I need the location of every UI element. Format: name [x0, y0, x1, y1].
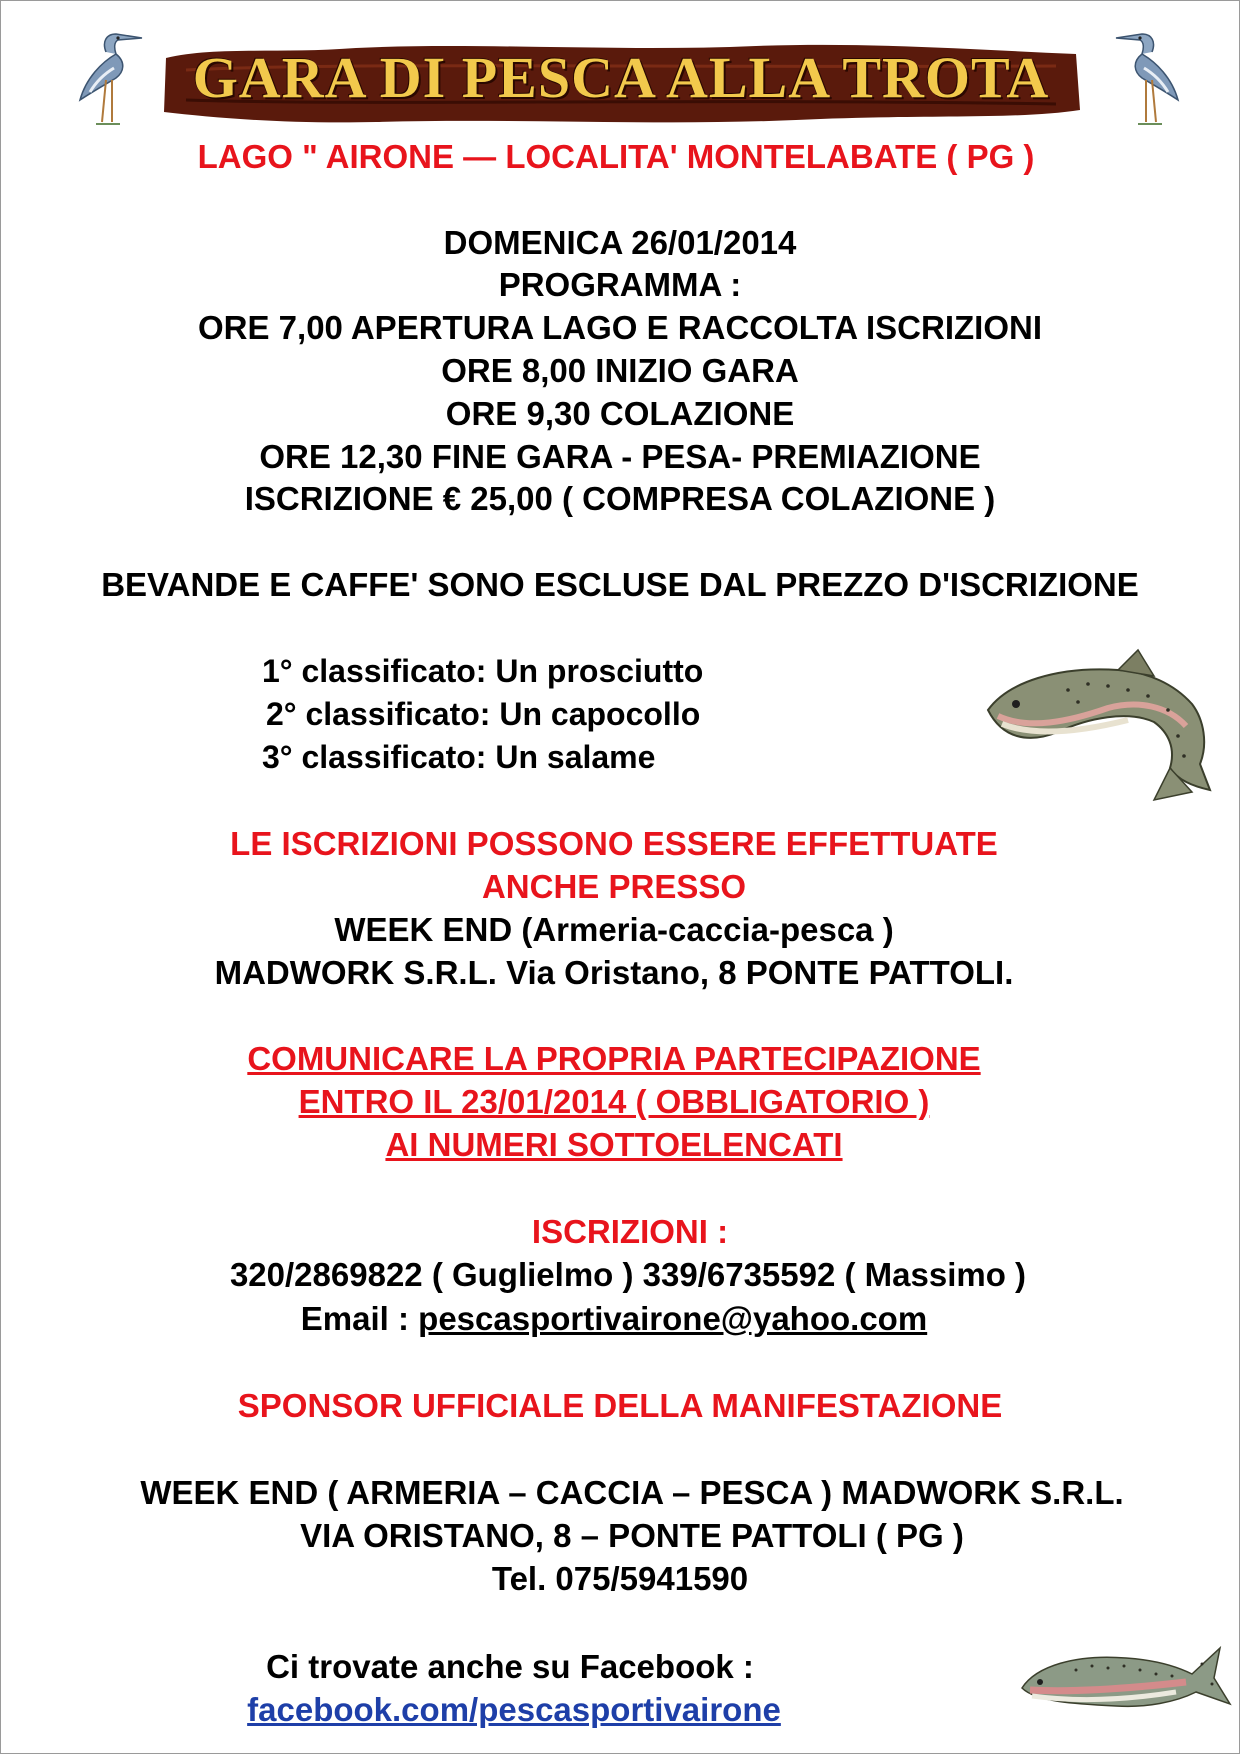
sponsor-heading: SPONSOR UFFICIALE DELLA MANIFESTAZIONE: [237, 1387, 1003, 1424]
notice-line: COMUNICARE LA PROPRIA PARTECIPAZIONE: [247, 1040, 981, 1077]
heron-right-icon: [1106, 22, 1186, 132]
prize-item: 3° classificato: Un salame: [262, 739, 656, 775]
email-label: Email :: [300, 1300, 419, 1337]
registration-heading: ANCHE PRESSO: [481, 868, 747, 905]
registration-heading: LE ISCRIZIONI POSSONO ESSERE EFFETTUATE: [230, 825, 998, 862]
event-title: GARA DI PESCA ALLA TROTA: [192, 45, 1050, 110]
program-item: ORE 7,00 APERTURA LAGO E RACCOLTA ISCRIZIONI: [198, 309, 1042, 346]
notice-line: AI NUMERI SOTTOELENCATI: [385, 1126, 843, 1163]
prize-item: 2° classificato: Un capocollo: [266, 696, 701, 732]
email-line: [0, 1300, 1234, 1338]
registration-place: MADWORK S.R.L. Via Oristano, 8 PONTE PATTOLI.: [214, 954, 1014, 991]
trout-icon: [978, 640, 1218, 810]
program-label: PROGRAMMA :: [498, 266, 742, 303]
program-item: ORE 8,00 INIZIO GARA: [441, 352, 799, 389]
phone-numbers: 320/2869822 ( Guglielmo ) 339/6735592 ( Massimo ): [229, 1256, 1027, 1293]
heron-left-icon: [72, 22, 152, 132]
notice-line: ENTRO IL 23/01/2014 ( OBBLIGATORIO ): [298, 1083, 930, 1120]
registration-place: WEEK END (Armeria-caccia-pesca ): [334, 911, 894, 948]
event-date: DOMENICA 26/01/2014: [443, 224, 797, 261]
sponsor-phone: Tel. 075/5941590: [491, 1560, 749, 1597]
email-link[interactable]: pescasportivairone@yahoo.com: [418, 1300, 928, 1337]
contacts-heading: ISCRIZIONI :: [531, 1213, 729, 1250]
registration-fee: ISCRIZIONE € 25,00 ( COMPRESA COLAZIONE ): [244, 480, 996, 517]
trout-small-icon: [1016, 1634, 1232, 1720]
prize-item: 1° classificato: Un prosciutto: [262, 653, 704, 689]
sponsor-line: VIA ORISTANO, 8 – PONTE PATTOLI ( PG ): [300, 1517, 964, 1554]
program-item: ORE 9,30 COLAZIONE: [445, 395, 795, 432]
drinks-note: BEVANDE E CAFFE' SONO ESCLUSE DAL PREZZO D'ISCRIZIONE: [101, 566, 1139, 603]
location-line: LAGO " AIRONE — LOCALITA' MONTELABATE ( PG ): [197, 138, 1035, 175]
program-item: ORE 12,30 FINE GARA - PESA- PREMIAZIONE: [259, 438, 981, 475]
facebook-link[interactable]: facebook.com/pescasportivairone: [247, 1691, 781, 1728]
facebook-label: Ci trovate anche su Facebook :: [266, 1648, 754, 1685]
sponsor-line: WEEK END ( ARMERIA – CACCIA – PESCA ) MADWORK S.R.L.: [140, 1474, 1124, 1511]
